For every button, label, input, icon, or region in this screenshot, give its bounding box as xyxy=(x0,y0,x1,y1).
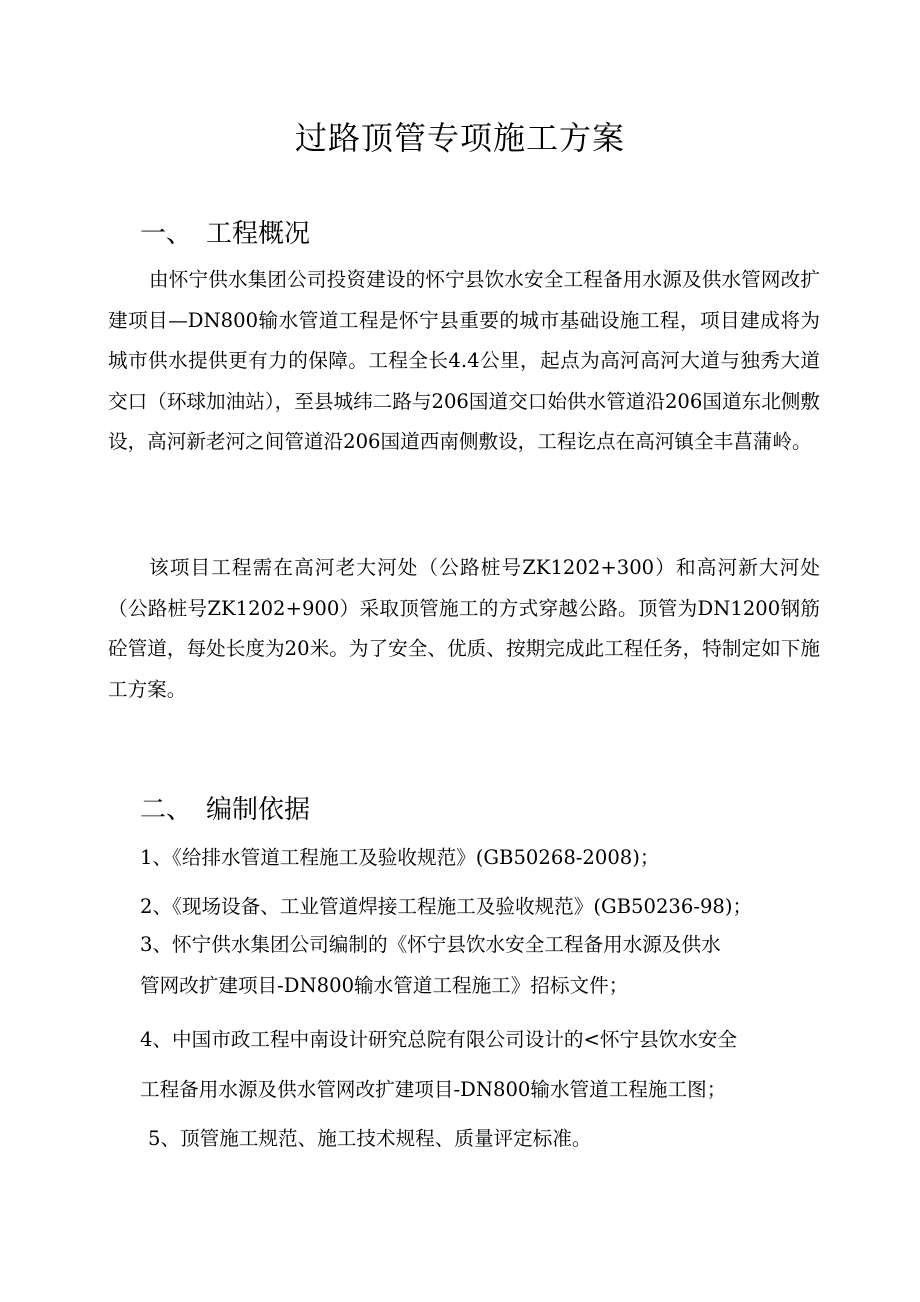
basis-item-2: 2、《现场设备、工业管道焊接工程施工及验收规范》(GB50236-98)； xyxy=(140,895,753,918)
section-title: 编制依据 xyxy=(206,795,311,825)
basis-item-4-continued: 工程备用水源及供水管网改扩建项目-DN800输水管道工程施工图； xyxy=(140,1078,727,1101)
document-title: 过路顶管专项施工方案 xyxy=(294,119,625,157)
section-title: 工程概况 xyxy=(206,219,311,249)
basis-item-4: 4、中国市政工程中南设计研究总院有限公司设计的<怀宁县饮水安全 xyxy=(140,1028,738,1051)
basis-item-5: 5、顶管施工规范、施工技术规程、质量评定标准。 xyxy=(148,1127,592,1150)
basis-item-1: 1、《给排水管道工程施工及验收规范》(GB50268-2008)； xyxy=(140,846,660,869)
overview-paragraph-1: 由怀宁供水集团公司投资建设的怀宁县饮水安全工程备用水源及供水管网改扩建项目—DN800输水管道工程是怀宁县重要的城市基础设施工程，项目建成将为城市供水提供更有力的保障。工程全长4.4公里，起点为高河高河大道与独秀大道交口（环球加油站），至县城纬二路与206国道交口始供水管道沿206国道东北侧敷设，高河新老河之间管道沿206国道西南侧敷设，工程讫点在高河镇全丰菖蒲岭。 xyxy=(108,268,820,454)
section-heading-overview xyxy=(140,216,310,252)
basis-item-3: 3、怀宁供水集团公司编制的《怀宁县饮水安全工程备用水源及供水 xyxy=(140,933,721,956)
overview-paragraph-2: 该项目工程需在高河老大河处（公路桩号ZK1202+300）和高河新大河处（公路桩号ZK1202+900）采取顶管施工的方式穿越公路。顶管为DN1200钢筋砼管道，每处长度为20米。为了安全、优质、按期完成此工程任务，特制定如下施工方案。 xyxy=(108,556,820,701)
section-number: 二、 xyxy=(140,795,193,825)
basis-item-3-continued: 管网改扩建项目-DN800输水管道工程施工》招标文件； xyxy=(140,974,629,997)
section-heading-basis xyxy=(140,792,310,828)
section-number: 一、 xyxy=(140,219,193,249)
